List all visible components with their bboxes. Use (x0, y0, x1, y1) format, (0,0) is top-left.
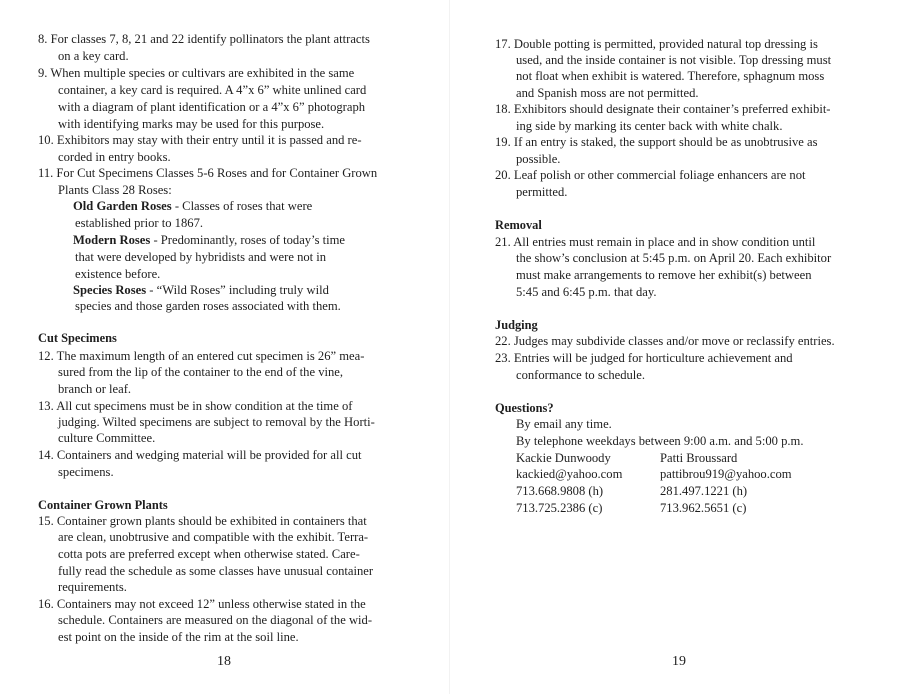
text-line: 20. Leaf polish or other commercial foliage enhancers are not (495, 168, 806, 182)
text-line: used, and the inside container is not visible. Top dressing must (516, 53, 832, 67)
text-line: branch or leaf. (58, 382, 132, 396)
text-line (73, 232, 345, 249)
text-line: 21. All entries must remain in place and in show condition until (495, 235, 816, 249)
section-heading: Removal (495, 218, 542, 232)
rose-type-definition: - “Wild Roses” including truly wild (146, 283, 329, 297)
text-line (73, 282, 329, 299)
section-heading: Questions? (495, 401, 554, 415)
page-number-left: 18 (217, 654, 231, 669)
contact-phone-c: 713.725.2386 (c) (516, 501, 603, 515)
text-line (73, 198, 312, 215)
text-line: requirements. (58, 580, 127, 594)
contact-name: Patti Broussard (660, 451, 738, 465)
text-line: 16. Containers may not exceed 12” unless otherwise stated in the (38, 597, 366, 611)
text-line: 19. If an entry is staked, the support should be as unobtrusive as (495, 135, 818, 149)
text-line: container, a key card is required. A 4”x 6” white unlined card (58, 83, 367, 97)
rose-type-definition: - Predominantly, roses of today’s time (150, 233, 346, 247)
text-line: specimens. (58, 465, 114, 479)
text-line: 12. The maximum length of an entered cut specimen is 26” mea- (38, 349, 365, 363)
text-line: and Spanish moss are not permitted. (516, 86, 699, 100)
text-line: ing side by marking its center back with white chalk. (516, 119, 783, 133)
rose-type-term: Modern Roses (73, 233, 151, 247)
rose-type-term: Old Garden Roses (73, 199, 172, 213)
text-line: are clean, unobtrusive and compatible with the exhibit. Terra- (58, 530, 369, 544)
text-line: Plants Class 28 Roses: (58, 183, 172, 197)
section-heading: Container Grown Plants (38, 498, 168, 512)
text-line: sured from the lip of the container to the end of the vine, (58, 365, 344, 379)
text-line: 11. For Cut Specimens Classes 5-6 Roses and for Container Grown (38, 166, 378, 180)
text-line: the show’s conclusion at 5:45 p.m. on April 20. Each exhibitor (516, 251, 832, 265)
text-line: on a key card. (58, 49, 129, 63)
text-line: By telephone weekdays between 9:00 a.m. and 5:00 p.m. (516, 434, 804, 448)
right-page (450, 0, 900, 694)
text-line: fully read the schedule as some classes have unusual container (58, 564, 374, 578)
text-line: By email any time. (516, 417, 612, 431)
text-line: possible. (516, 152, 561, 166)
text-line: 22. Judges may subdivide classes and/or move or reclassify entries. (495, 334, 835, 348)
contact-email: kackied@yahoo.com (516, 467, 623, 481)
section-heading: Cut Specimens (38, 331, 117, 345)
rose-type-term: Species Roses (73, 283, 147, 297)
text-line: that were developed by hybridists and were not in (75, 250, 327, 264)
text-line: permitted. (516, 185, 568, 199)
text-line: with identifying marks may be used for this purpose. (58, 117, 325, 131)
text-line: est point on the inside of the rim at the soil line. (58, 630, 299, 644)
text-line: conformance to schedule. (516, 368, 646, 382)
text-line: judging. Wilted specimens are subject to removal by the Horti- (58, 415, 375, 429)
text-line: schedule. Containers are measured on the diagonal of the wid- (58, 613, 373, 627)
rose-type-definition: - Classes of roses that were (171, 199, 313, 213)
text-line: 8. For classes 7, 8, 21 and 22 identify pollinators the plant attracts (38, 32, 370, 46)
text-line: with a diagram of plant identification or a 4”x 6” photograph (58, 100, 366, 114)
section-heading: Judging (495, 318, 538, 332)
contact-phone-h: 281.497.1221 (h) (660, 484, 748, 498)
text-line: 15. Container grown plants should be exhibited in containers that (38, 514, 367, 528)
text-line: culture Committee. (58, 431, 156, 445)
text-line: 17. Double potting is permitted, provided natural top dressing is (495, 37, 818, 51)
text-line: 13. All cut specimens must be in show condition at the time of (38, 399, 353, 413)
page-number-right: 19 (672, 654, 686, 669)
text-line: 18. Exhibitors should designate their container’s preferred exhibit- (495, 102, 831, 116)
text-line: corded in entry books. (58, 150, 171, 164)
text-line: established prior to 1867. (75, 216, 204, 230)
text-line: existence before. (75, 267, 161, 281)
text-line: must make arrangements to remove her exhibit(s) between (516, 268, 812, 282)
text-line: 14. Containers and wedging material will be provided for all cut (38, 448, 362, 462)
contact-email: pattibrou919@yahoo.com (660, 467, 792, 481)
text-line: not float when exhibit is watered. Therefore, sphagnum moss (516, 69, 825, 83)
contact-name: Kackie Dunwoody (516, 451, 611, 465)
text-line: 9. When multiple species or cultivars are exhibited in the same (38, 66, 355, 80)
text-line: species and those garden roses associated with them. (75, 299, 341, 313)
contact-phone-c: 713.962.5651 (c) (660, 501, 747, 515)
contact-phone-h: 713.668.9808 (h) (516, 484, 604, 498)
text-line: cotta pots are preferred except when otherwise stated. Care- (58, 547, 360, 561)
text-line: 5:45 and 6:45 p.m. that day. (516, 285, 657, 299)
text-line: 10. Exhibitors may stay with their entry until it is passed and re- (38, 133, 362, 147)
text-line: 23. Entries will be judged for horticulture achievement and (495, 351, 793, 365)
